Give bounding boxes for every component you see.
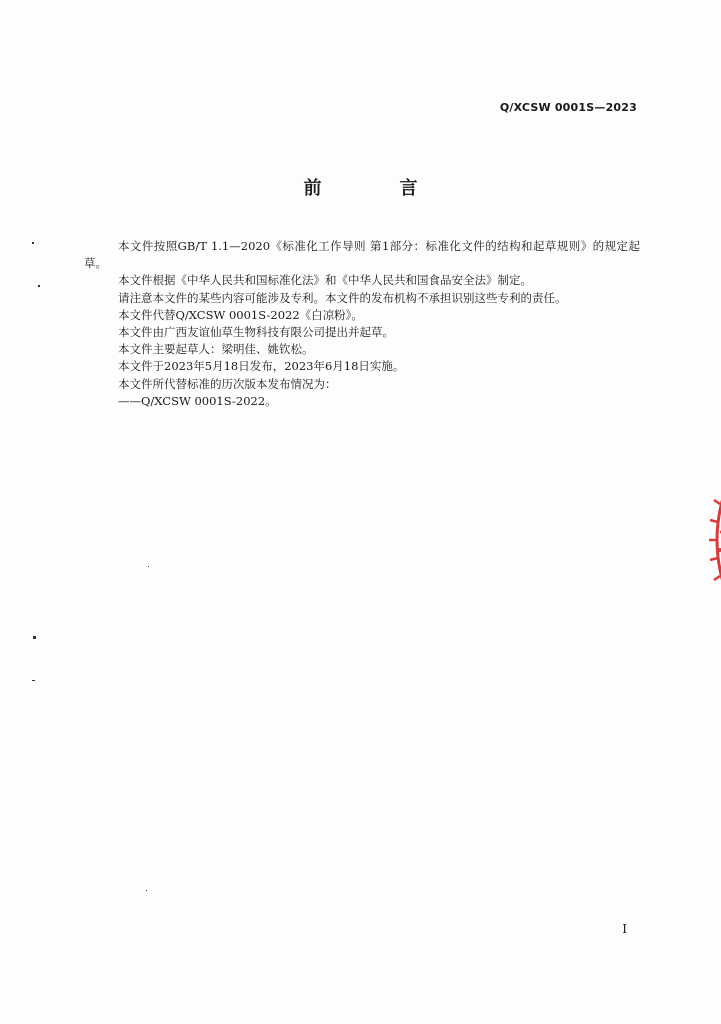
paragraph-drafting-rules: 本文件按照GB/T 1.1—2020《标准化工作导则 第1部分：标准化文件的结构和起草规则》的规定起草。: [84, 239, 640, 271]
seal-stamp-icon: [700, 470, 721, 610]
paragraph-drafters: 本文件主要起草人：梁明佳、姚钦松。: [118, 342, 314, 357]
scan-speck: [32, 242, 34, 244]
scan-speck: [33, 636, 36, 639]
paragraph-legal-basis: 本文件根据《中华人民共和国标准化法》和《中华人民共和国食品安全法》制定。: [118, 273, 532, 288]
scan-speck: [146, 890, 147, 891]
page-number: I: [622, 922, 627, 936]
standard-code: Q/XCSW 0001S—2023: [499, 101, 637, 114]
preface-body: [84, 238, 640, 410]
paragraph-patent-notice: 请注意本文件的某些内容可能涉及专利。本文件的发布机构不承担识别这些专利的责任。: [118, 290, 567, 305]
paragraph-proposer: 本文件由广西友谊仙草生物科技有限公司提出并起草。: [118, 325, 394, 340]
page-title: 前 言: [303, 178, 448, 199]
paragraph-history-item: ——Q/XCSW 0001S-2022。: [118, 393, 277, 408]
scan-speck: [148, 566, 149, 567]
paragraph-dates: 本文件于2023年5月18日发布，2023年6月18日实施。: [118, 359, 405, 374]
paragraph-replaces: 本文件代替Q/XCSW 0001S-2022《白凉粉》。: [118, 307, 363, 322]
paragraph-history-intro: 本文件所代替标准的历次版本发布情况为：: [118, 376, 337, 391]
scan-speck: [32, 680, 35, 681]
scan-speck: [38, 285, 40, 287]
